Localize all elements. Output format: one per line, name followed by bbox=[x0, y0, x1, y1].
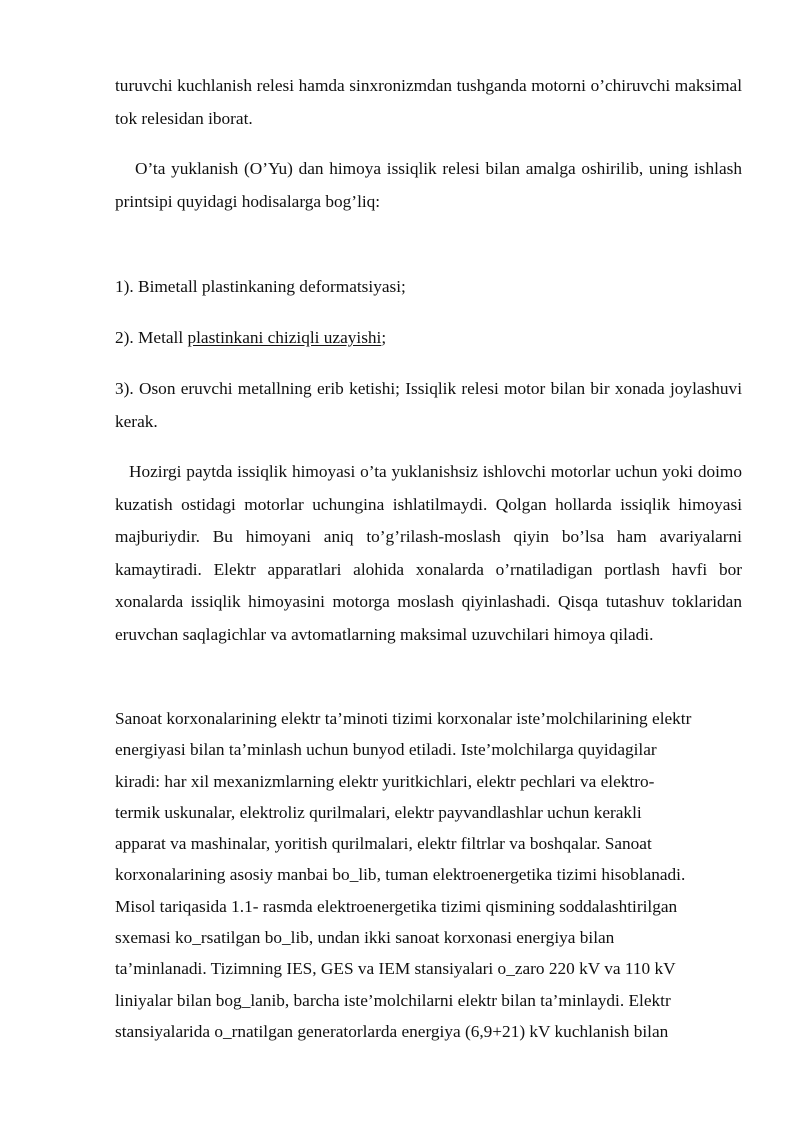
text-line: stansiyalarida o_rnatilgan generatorlarda energiya (6,9+21) kV kuchlanish bilan bbox=[115, 1021, 669, 1041]
text-line: energiyasi bilan ta’minlash uchun bunyod etiladi. Iste’molchilarga quyidagilar bbox=[115, 740, 657, 760]
paragraph-relay-intro: turuvchi kuchlanish relesi hamda sinxronizmdan tushganda motorni o’chiruvchi maksimal tok relesidan iborat. bbox=[115, 76, 742, 128]
text-line: termik uskunalar, elektroliz qurilmalari, elektr payvandlashlar uchun kerakli bbox=[115, 802, 642, 822]
list-item-3: 3). Oson eruvchi metallning erib ketishi; Issiqlik relesi motor bilan bir xonada joylashuvi kerak. bbox=[115, 379, 742, 431]
text-line: ta’minlanadi. Tizimning IES, GES va IEM stansiyalari o_zaro 220 kV va 110 kV bbox=[115, 959, 676, 979]
text-line: korxonalarining asosiy manbai bo_lib, tuman elektroenergetika tizimi hisoblanadi. bbox=[115, 865, 686, 885]
text-line: sxemasi ko_rsatilgan bo_lib, undan ikki sanoat korxonasi energiya bilan bbox=[115, 928, 615, 948]
text-line: apparat va mashinalar, yoritish qurilmalari, elektr filtrlar va boshqalar. Sanoat bbox=[115, 834, 652, 854]
list-item-2-prefix: 2). Metall bbox=[115, 328, 188, 347]
list-item-1: 1). Bimetall plastinkaning deformatsiyasi; bbox=[115, 277, 406, 296]
text-line: kiradi: har xil mexanizmlarning elektr yuritkichlari, elektr pechlari va elektro- bbox=[115, 771, 655, 791]
list-item-2-underlined: plastinkani chiziqli uzayishi bbox=[187, 328, 382, 347]
list-item-2 bbox=[115, 322, 742, 355]
text-line: Misol tariqasida 1.1- rasmda elektroenergetika tizimi qismining soddalashtirilgan bbox=[115, 896, 678, 916]
list-item-2-suffix: ; bbox=[381, 328, 387, 347]
text-line: Sanoat korxonalarining elektr ta’minoti tizimi korxonalar iste’molchilarining elektr bbox=[115, 709, 692, 728]
paragraph-overload-protection: O’ta yuklanish (O’Yu) dan himoya issiqlik relesi bilan amalga oshirilib, uning ishlash printsipi quyidagi hodisalarga bog’liq: bbox=[115, 159, 742, 211]
paragraph-thermal-protection: Hozirgi paytda issiqlik himoyasi o’ta yuklanishsiz ishlovchi motorlar uchun yoki doimo kuzatish ostidagi motorlar uchungina ishlatilmaydi. Qolgan hollarda issiqlik himoyasi majburiydir. Bu himoyani aniq to’g’rilash-moslash qiyin bo’lsa ham avariyalarni kamaytiradi. Elektr apparatlari alohida xonalarda o’rnatiladigan portlash havfi bor xonalarda issiqlik himoyasini motorga moslash qiyinlashadi. Qisqa tutashuv toklaridan eruvchan saqlagichlar va avtomatlarning maksimal uzuvchilari himoya qiladi. bbox=[115, 462, 742, 644]
text-line: liniyalar bilan bog_lanib, barcha iste’molchilarni elektr bilan ta’minlaydi. Elektr bbox=[115, 990, 671, 1010]
paragraph-power-supply bbox=[115, 703, 742, 1047]
